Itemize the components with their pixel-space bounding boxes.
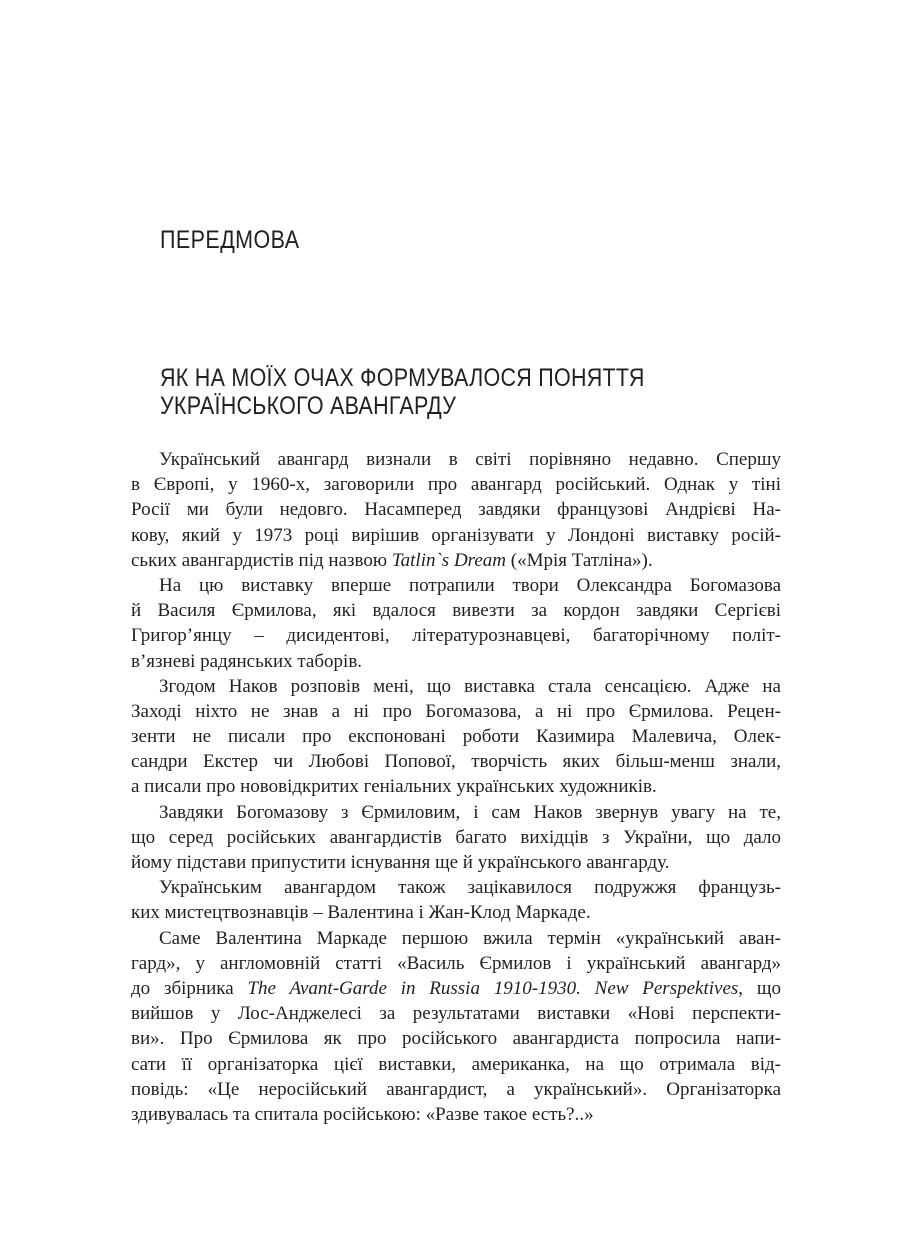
paragraph	[131, 573, 781, 674]
text-run: ських авангардистів під назвою	[131, 549, 392, 571]
body-text	[131, 447, 781, 1127]
text-line: Саме Валентина Маркаде першою вжила термін «український аван-	[159, 927, 781, 949]
text-line: повідь: «Це неросійський авангардист, а український». Організаторка	[131, 1078, 781, 1100]
text-line: ви». Про Єрмилова як про російського авангардиста попросила напи-	[131, 1028, 781, 1050]
text-line: а писали про нововідкритих геніальних українських художників.	[131, 776, 657, 798]
section-heading: ПЕРЕДМОВА	[160, 226, 300, 254]
paragraph	[131, 926, 781, 1128]
italic-title: The Avant-Garde in Russia 1910-1930. New Perspektives	[247, 977, 739, 999]
text-line: Згодом Наков розповів мені, що виставка стала сенсацією. Адже на	[159, 675, 781, 697]
text-line: вийшов у Лос-Анджелесі за результатами виставки «Нові перспекти-	[131, 1003, 781, 1025]
text-line: зенти не писали про експоновані роботи Казимира Малевича, Олек-	[131, 726, 781, 748]
paragraph	[131, 447, 781, 573]
text-run: («Мрія Татліна»).	[506, 549, 653, 571]
text-line: й Василя Єрмилова, які вдалося вивезти за кордон завдяки Сергієві	[131, 600, 781, 622]
text-line	[131, 976, 781, 1001]
chapter-heading-line-2: УКРАЇНСЬКОГО АВАНГАРДУ	[160, 392, 457, 420]
text-line: в Європі, у 1960-х, заговорили про авангард російський. Однак у тіні	[131, 474, 781, 496]
text-line: що серед російських авангардистів багато вихідців з України, що дало	[131, 826, 781, 848]
text-line: На цю виставку вперше потрапили твори Олександра Богомазова	[159, 574, 781, 596]
text-line: Заході ніхто не знав а ні про Богомазова, а ні про Єрмилова. Рецен-	[131, 700, 781, 722]
text-line: Українським авангардом також зацікавилося подружжя французь-	[159, 877, 781, 899]
text-line: гард», у англомовній статті «Василь Єрмилов і український авангард»	[131, 952, 781, 974]
text-run: , що	[738, 977, 781, 999]
text-line: Завдяки Богомазову з Єрмиловим, і сам Наков звернув увагу на те,	[159, 801, 781, 823]
text-run: до збірника	[131, 977, 248, 999]
paragraph	[131, 800, 781, 876]
chapter-heading-line-1: ЯК НА МОЇХ ОЧАХ ФОРМУВАЛОСЯ ПОНЯТТЯ	[160, 364, 645, 392]
text-line: кову, який у 1973 році вирішив організувати у Лондоні виставку росій-	[131, 524, 781, 546]
paragraph	[131, 875, 781, 925]
text-line: в’язневі радянських таборів.	[131, 650, 363, 672]
text-line: йому підстави припустити існування ще й українського авангарду.	[131, 852, 670, 873]
text-line: Григор’янцу – дисидентові, літературознавцеві, багаторічному політ-	[131, 625, 781, 647]
text-line: Росії ми були недовго. Насамперед завдяки французові Андрієві На-	[131, 499, 781, 521]
paragraph	[131, 674, 781, 800]
text-line: здивувалась та спитала російською: «Разве такое есть?..»	[131, 1103, 594, 1125]
text-line: Український авангард визнали в світі порівняно недавно. Спершу	[159, 449, 781, 470]
italic-title: Tatlin`s Dream	[391, 549, 507, 571]
text-line: ких мистецтвознавців – Валентина і Жан-Клод Маркаде.	[131, 902, 591, 924]
text-line: сати її організаторка цієї виставки, американка, на що отримала від-	[131, 1053, 781, 1075]
text-line: сандри Екстер чи Любові Попової, творчість яких більш-менш знали,	[131, 751, 781, 773]
text-line	[131, 548, 781, 573]
chapter-heading	[160, 364, 645, 420]
